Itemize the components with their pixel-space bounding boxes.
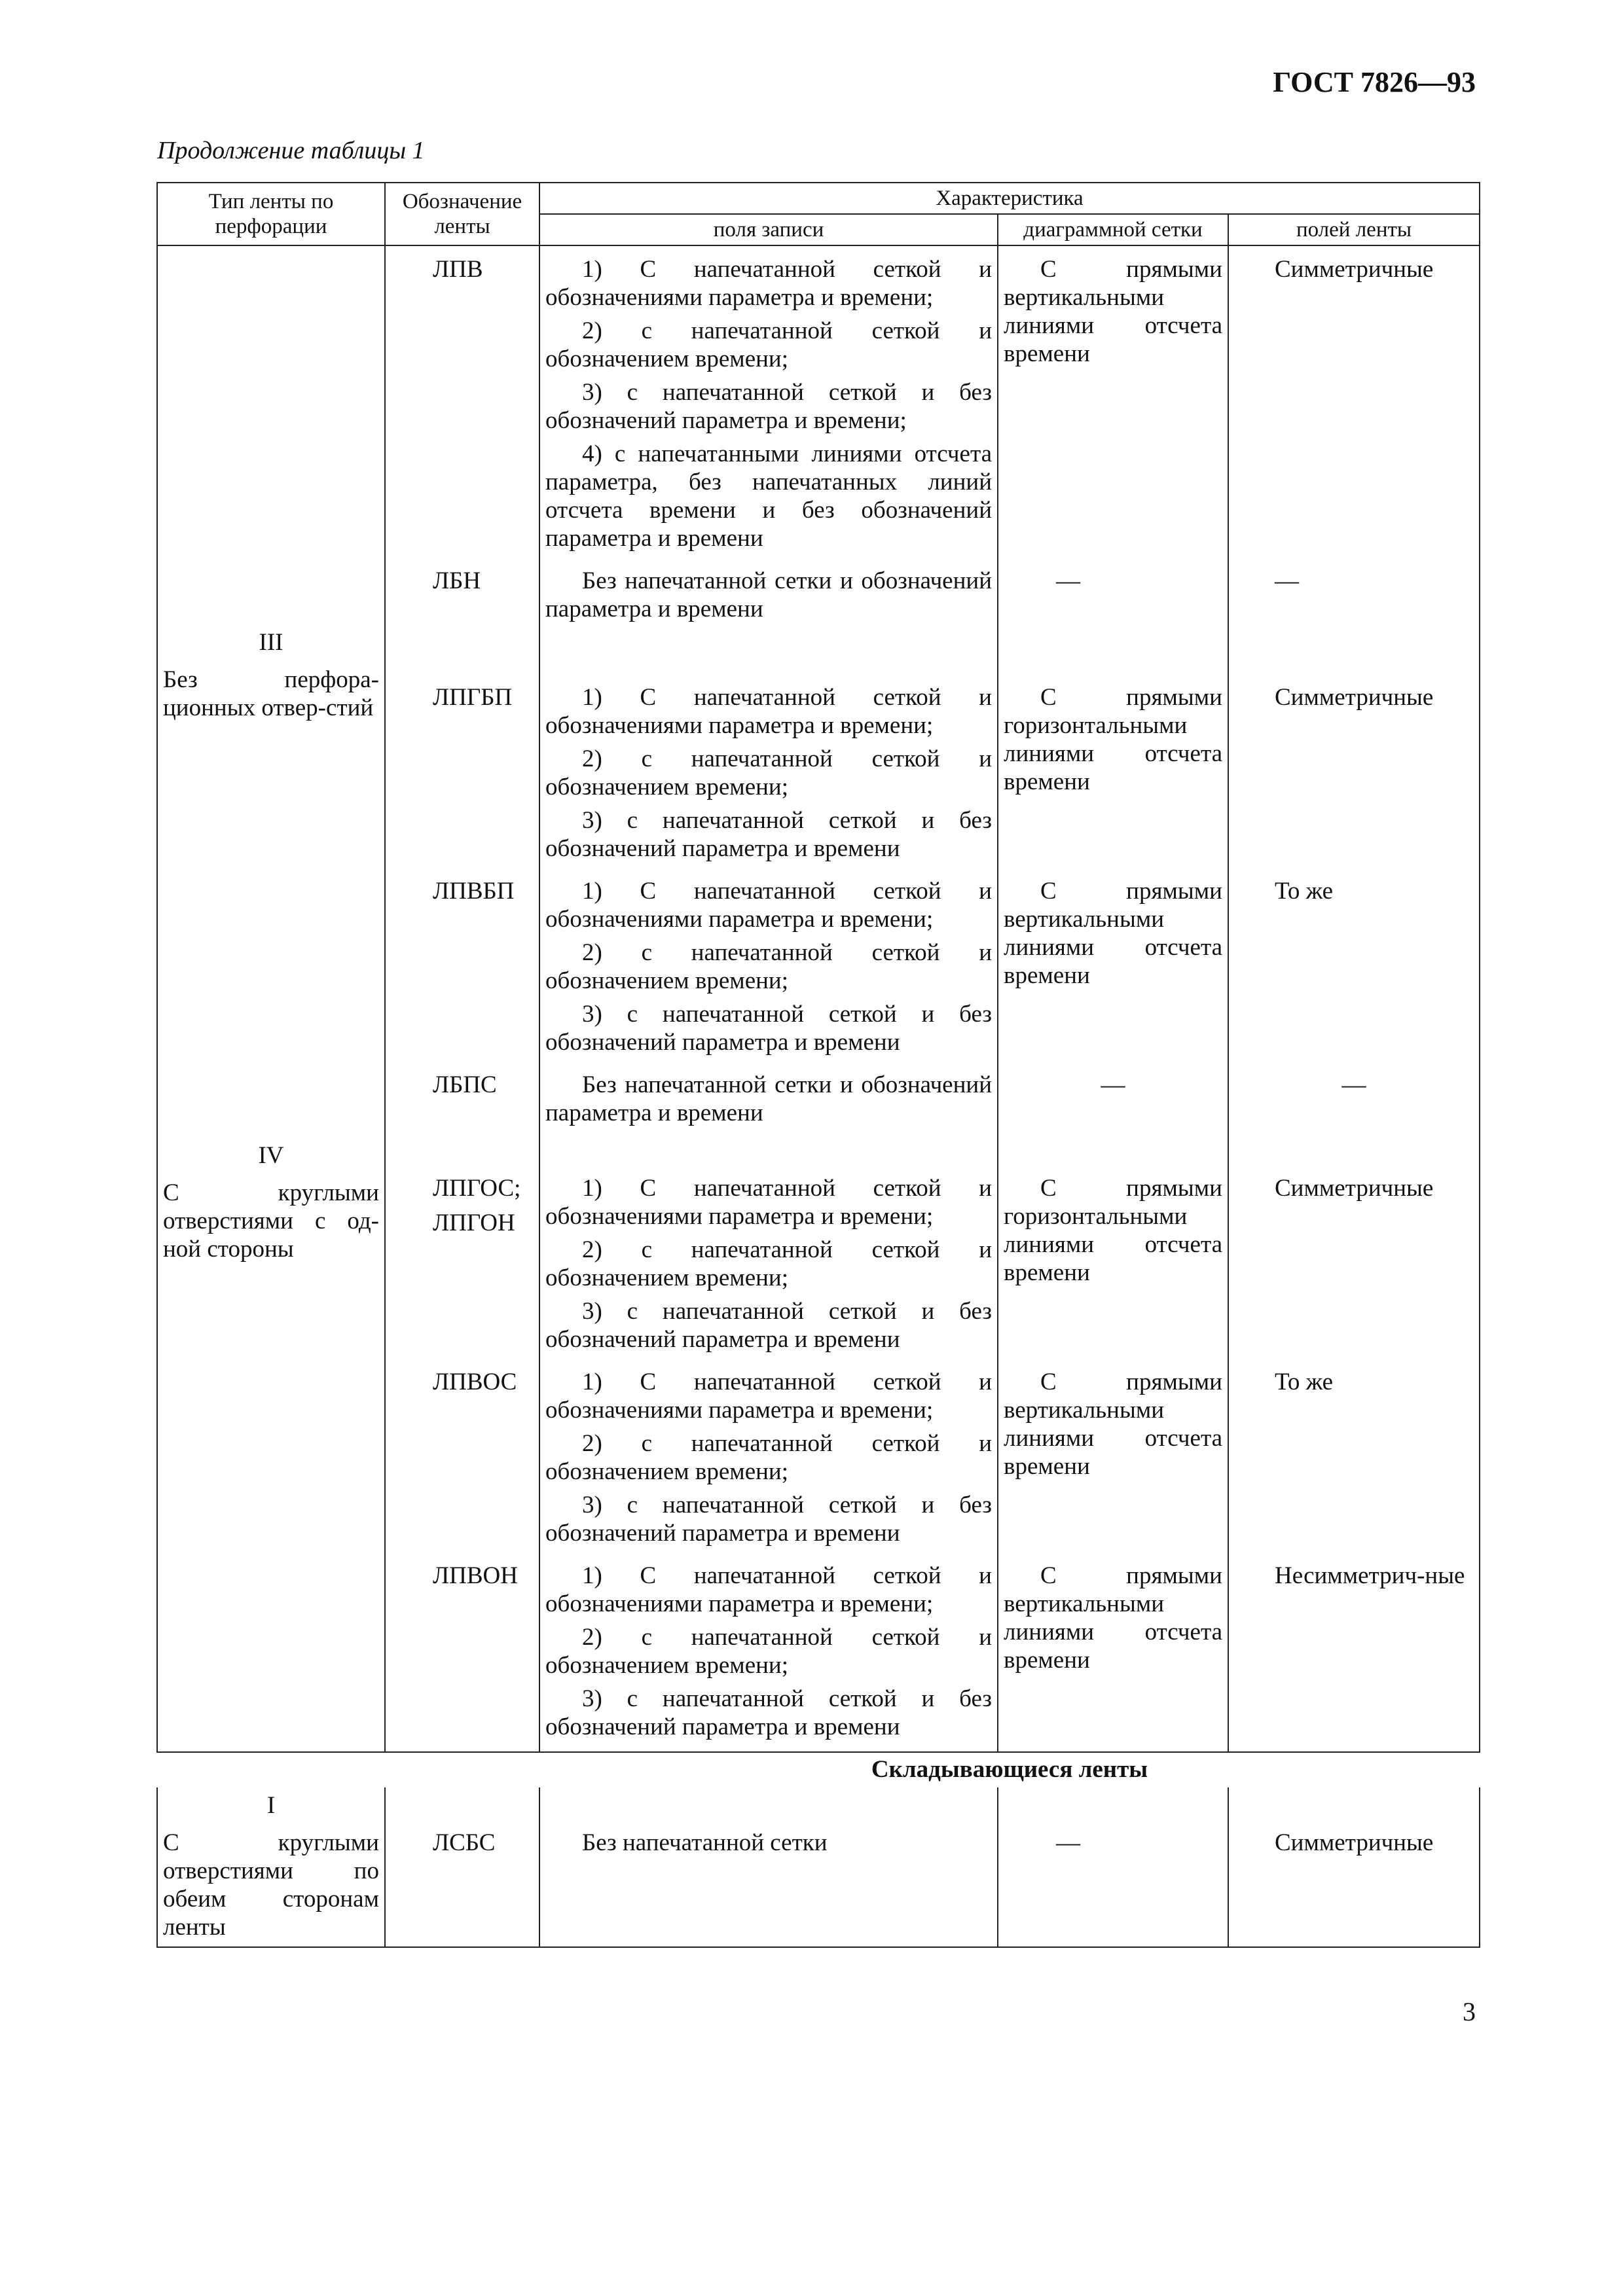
grid-description: С прямыми горизонтальными линиями отсчета времени <box>1004 1175 1222 1286</box>
designation-code: ЛБН <box>433 567 481 594</box>
record-item: 1) С напечатанной сеткой и обозначениями параметра и времени; <box>545 684 992 739</box>
type-cell-i <box>157 1787 385 1947</box>
fields-value: Симметричные <box>1275 684 1434 711</box>
fields-value: Симметричные <box>1275 1175 1434 1202</box>
record-item: 1) С напечатанной сеткой и обозначениями параметра и времени; <box>545 1562 992 1617</box>
record-item: 2) с напечатанной сеткой и обозначением времени; <box>545 1624 992 1679</box>
record-item: 3) с напечатанной сеткой и без обозначений параметра и времени <box>545 1492 992 1547</box>
grid-description: — <box>1056 567 1080 594</box>
record-item: 3) с напечатанной сеткой и без обозначений параметра и времени <box>545 1298 992 1353</box>
fields-value: — <box>1275 567 1299 594</box>
record-item: Без напечатанной сетки и обозначений параметра и времени <box>545 1071 992 1126</box>
header-designation: Обозначение ленты <box>385 183 539 245</box>
designation-code: ЛПГОС; <box>433 1175 521 1202</box>
designation-code: ЛПВОН <box>433 1562 518 1589</box>
table-row <box>157 1787 1480 1947</box>
record-item: 2) с напечатанной сеткой и обозначением времени; <box>545 745 992 800</box>
record-item: 2) с напечатанной сеткой и обозначением времени; <box>545 317 992 372</box>
type-cell-iii <box>157 245 385 1138</box>
record-item: 3) с напечатанной сеткой и без обозначений параметра и времени <box>545 1001 992 1056</box>
designation-code: ЛСБС <box>433 1829 496 1856</box>
record-item: 1) С напечатанной сеткой и обозначениями параметра и времени; <box>545 1175 992 1230</box>
type-cell-iv <box>157 1138 385 1752</box>
designation-code: ЛПВОС <box>433 1369 517 1395</box>
header-characteristic: Характеристика <box>539 183 1480 214</box>
record-item: 3) с напечатанной сеткой и без обозначений параметра и времени <box>545 807 992 862</box>
record-item: 3) с напечатанной сеткой и без обозначений параметра и времени <box>545 1685 992 1740</box>
grid-description: С прямыми вертикальными линиями отсчета времени <box>1004 1562 1222 1674</box>
type-description: С круглыми отверстиями по обеим сторонам ленты <box>163 1829 379 1941</box>
record-item: 2) с напечатанной сеткой и обозначением времени; <box>545 1430 992 1485</box>
grid-description: С прямыми вертикальными линиями отсчета времени <box>1004 878 1222 989</box>
fields-value: Несимметрич-ные <box>1275 1562 1465 1589</box>
characteristics-table <box>156 182 1480 1948</box>
record-item: 3) с напечатанной сеткой и без обозначений параметра и времени; <box>545 379 992 434</box>
record-item: 1) С напечатанной сеткой и обозначениями параметра и времени; <box>545 256 992 311</box>
table-caption: Продолжение таблицы 1 <box>157 137 425 164</box>
record-item: 1) С напечатанной сеткой и обозначениями параметра и времени; <box>545 878 992 933</box>
table-row <box>157 1138 1480 1364</box>
table-row <box>157 245 1480 563</box>
section-row <box>157 1752 1480 1787</box>
type-description: Без перфора-ционных отвер-стий <box>163 666 379 721</box>
designation-code: ЛБПС <box>433 1071 497 1098</box>
type-roman: III <box>259 629 283 656</box>
record-item: 4) с напечатанными линиями отсчета параметра, без напечатанных линий отсчета времени и без обозначений параметра и времени <box>545 440 992 552</box>
header-diagram-grid: диаграммной сетки <box>998 214 1228 245</box>
record-item: Без напечатанной сетки <box>582 1829 828 1856</box>
header-tape-fields: полей ленты <box>1228 214 1480 245</box>
fields-value: То же <box>1275 1369 1334 1395</box>
fields-value: То же <box>1275 878 1334 905</box>
record-item: 2) с напечатанной сеткой и обозначением времени; <box>545 939 992 994</box>
designation-code: ЛПВ <box>433 256 483 283</box>
fields-value: Симметричные <box>1275 1829 1434 1856</box>
grid-description: С прямыми горизонтальными линиями отсчета времени <box>1004 684 1222 795</box>
type-roman: IV <box>258 1142 284 1169</box>
grid-description: — <box>1101 1071 1125 1098</box>
fields-value: Симметричные <box>1275 256 1434 283</box>
header-record-field: поля записи <box>539 214 998 245</box>
type-description: С круглыми отверстиями с од-ной стороны <box>163 1179 379 1263</box>
grid-description: — <box>1056 1829 1080 1856</box>
fields-value: — <box>1341 1071 1366 1098</box>
record-item: 2) с напечатанной сеткой и обозначением времени; <box>545 1236 992 1291</box>
grid-description: С прямыми вертикальными линиями отсчета времени <box>1004 256 1222 367</box>
record-item: 1) С напечатанной сеткой и обозначениями параметра и времени; <box>545 1369 992 1424</box>
type-roman: I <box>266 1792 276 1819</box>
page-number: 3 <box>1463 1997 1476 2026</box>
grid-description: С прямыми вертикальными линиями отсчета времени <box>1004 1369 1222 1480</box>
designation-code: ЛПГБП <box>433 684 513 711</box>
designation-code: ЛПВБП <box>433 878 515 905</box>
designation-code: ЛПГОН <box>433 1210 515 1236</box>
header-type: Тип ленты по перфорации <box>157 183 385 245</box>
standard-number: ГОСТ 7826—93 <box>1273 66 1476 98</box>
record-item: Без напечатанной сетки и обозначений параметра и времени <box>545 567 992 622</box>
section-heading: Складывающиеся ленты <box>539 1752 1480 1787</box>
